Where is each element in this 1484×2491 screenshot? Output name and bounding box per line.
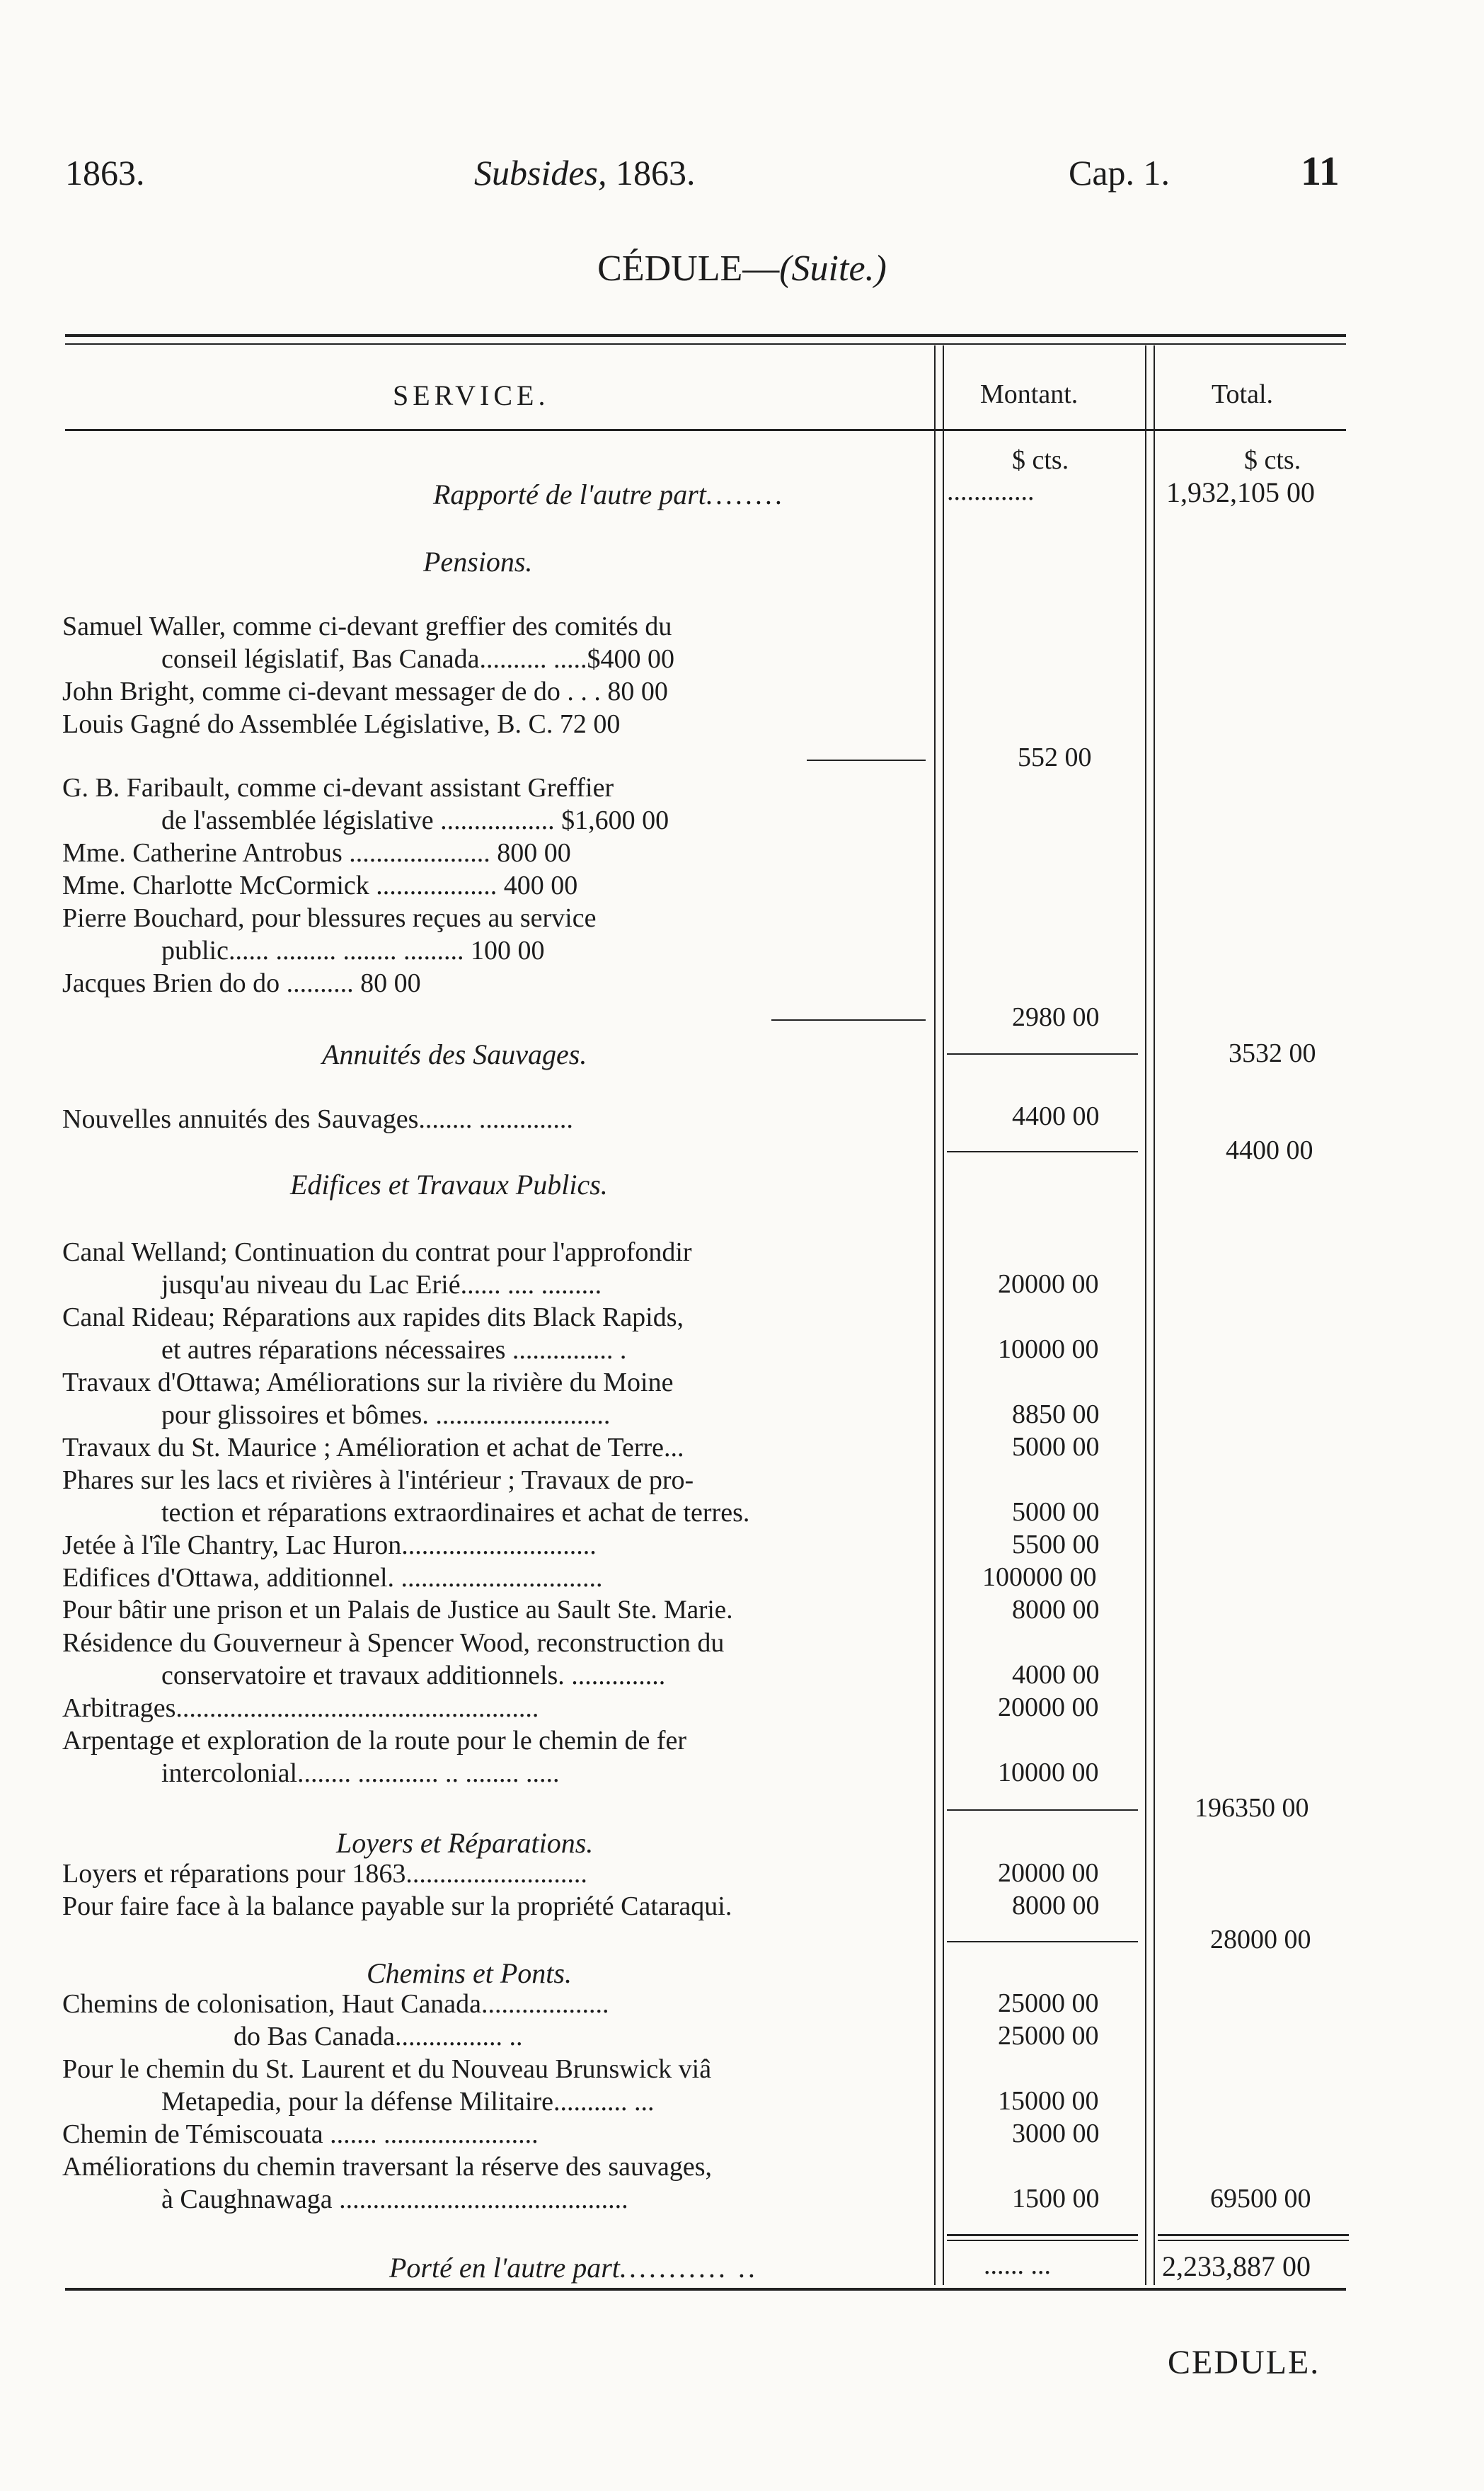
header-title (474, 152, 696, 193)
edifice-amount-7: 100000 00 (982, 1562, 1097, 1592)
col-divider-1 (934, 345, 936, 2285)
col-divider-4 (1154, 345, 1155, 2285)
section-heading-chemins: Chemins et Ponts. (367, 1957, 572, 1989)
annuites-total: 4400 00 (1226, 1135, 1313, 1165)
top-rule-2 (65, 343, 1346, 345)
pension-subtotal-2: 2980 00 (1012, 1002, 1100, 1032)
report-montant-dots: ............. (947, 476, 1035, 506)
loyers-amount-1: 20000 00 (998, 1858, 1099, 1888)
chemins-total: 69500 00 (1210, 2184, 1311, 2214)
chemins-line-4: Metapedia, pour la défense Militaire........... ... (161, 2087, 655, 2117)
column-header-total: Total. (1212, 379, 1274, 409)
chemins-line-6: Améliorations du chemin traversant la réserve des sauvages, (62, 2152, 713, 2182)
col-divider-3 (1145, 345, 1146, 2285)
edifice-amount-10: 20000 00 (998, 1693, 1099, 1722)
chemins-amount-4: 3000 00 (1012, 2119, 1100, 2148)
chemins-amount-1: 25000 00 (998, 1988, 1099, 2018)
edifice-line-8: Phares sur les lacs et rivières à l'intérieur ; Travaux de pro- (62, 1465, 694, 1495)
report-label-text: Rapporté de l'autre part (433, 479, 706, 510)
annuites-montant: 4400 00 (1012, 1101, 1100, 1131)
report-label (433, 478, 786, 511)
edifice-line-7: Travaux du St. Maurice ; Amélioration et achat de Terre... (62, 1433, 684, 1462)
chemins-line-3: Pour le chemin du St. Laurent et du Nouveau Brunswick viâ (62, 2054, 712, 2084)
porte-label-text: Porté en l'autre part (389, 2252, 620, 2284)
loyers-total: 28000 00 (1210, 1925, 1311, 1954)
pension-line-7: Mme. Catherine Antrobus ..................... 800 00 (62, 838, 571, 868)
edifice-line-9: tection et réparations extraordinaires et achat de terres. (161, 1498, 750, 1528)
pension-subtotal-1: 552 00 (1018, 743, 1092, 772)
edifice-line-15: Arbitrages...................................................... (62, 1693, 539, 1723)
edifice-amount-11: 10000 00 (998, 1758, 1099, 1787)
loyers-line-2: Pour faire face à la balance payable sur la propriété Cataraqui. (62, 1891, 732, 1921)
unit-total: $ cts. (1244, 445, 1301, 475)
pension-line-8: Mme. Charlotte McCormick .................. 400 00 (62, 871, 578, 900)
pensions-total: 3532 00 (1229, 1038, 1316, 1068)
section-heading-pensions: Pensions. (423, 546, 533, 578)
section-heading-annuites: Annuités des Sauvages. (322, 1038, 587, 1070)
bottom-rule (65, 2288, 1346, 2291)
edifice-amount-8: 8000 00 (1012, 1595, 1100, 1625)
edifices-total: 196350 00 (1195, 1793, 1309, 1823)
catchword: CEDULE. (1168, 2344, 1321, 2381)
chemins-line-1: Chemins de colonisation, Haut Canada................... (62, 1989, 609, 2019)
report-total: 1,932,105 00 (1166, 476, 1315, 508)
pension-line-4: Louis Gagné do Assemblée Législative, B. C. 72 00 (62, 709, 621, 739)
edifice-amount-1: 20000 00 (998, 1269, 1099, 1299)
loyers-line-1: Loyers et réparations pour 1863........................... (62, 1859, 587, 1889)
cedule-suite: (Suite.) (779, 248, 887, 289)
edifice-line-6: pour glissoires et bômes. .......................... (161, 1400, 611, 1430)
pension-line-5: G. B. Faribault, comme ci-devant assistant Greffier (62, 773, 614, 803)
section-heading-loyers: Loyers et Réparations. (336, 1827, 594, 1859)
pension-line-10: public...... ......... ........ ......... 100 00 (161, 936, 545, 966)
edifice-line-11: Edifices d'Ottawa, additionnel. .............................. (62, 1563, 603, 1593)
edifice-line-12: Pour bâtir une prison et un Palais de Justice au Sault Ste. Marie. (62, 1596, 733, 1625)
edifice-line-17: intercolonial........ ............ .. ........ ..... (161, 1758, 560, 1788)
pension-line-1: Samuel Waller, comme ci-devant greffier des comités du (62, 612, 672, 641)
pension-line-3: John Bright, comme ci-devant messager de do . . . 80 00 (62, 677, 668, 706)
pension-line-11: Jacques Brien do do .......... 80 00 (62, 968, 421, 998)
edifice-line-10: Jetée à l'île Chantry, Lac Huron............................. (62, 1530, 597, 1560)
edifice-line-13: Résidence du Gouverneur à Spencer Wood, reconstruction du (62, 1628, 725, 1658)
chemins-amount-5: 1500 00 (1012, 2184, 1100, 2214)
header-rule (65, 429, 1346, 431)
porte-dots: ........... .. (619, 2252, 759, 2284)
edifices-rule (947, 1809, 1138, 1811)
edifice-amount-9: 4000 00 (1012, 1660, 1100, 1690)
edifice-line-1: Canal Welland; Continuation du contrat pour l'approfondir (62, 1237, 692, 1267)
porte-rule-b (947, 2240, 1138, 2241)
porte-label (389, 2251, 759, 2284)
edifice-line-16: Arpentage et exploration de la route pour le chemin de fer (62, 1726, 687, 1756)
chemins-amount-2: 25000 00 (998, 2021, 1099, 2051)
loyers-amount-2: 8000 00 (1012, 1891, 1100, 1920)
annuites-rule-montant (947, 1053, 1138, 1055)
top-rule (65, 334, 1346, 337)
pension-line-6: de l'assemblée législative ................. $1,600 00 (161, 806, 669, 835)
section-heading-edifices: Edifices et Travaux Publics. (290, 1169, 608, 1201)
column-header-montant: Montant. (980, 379, 1079, 409)
unit-montant: $ cts. (1012, 445, 1069, 475)
annuites-rule (947, 1151, 1138, 1152)
header-chapter: Cap. 1. (1069, 153, 1170, 193)
page-title (0, 248, 1484, 290)
edifice-amount-4: 5000 00 (1012, 1432, 1100, 1462)
cedule-title-text: CÉDULE— (597, 248, 780, 289)
porte-rule-d (1158, 2240, 1349, 2241)
col-divider-2 (943, 345, 944, 2285)
porte-montant-dots: ...... ... (984, 2250, 1051, 2280)
edifice-line-3: Canal Rideau; Réparations aux rapides dits Black Rapids, (62, 1302, 684, 1332)
edifice-line-4: et autres réparations nécessaires ............... . (161, 1335, 627, 1365)
chemins-line-7: à Caughnawaga ........................................... (161, 2184, 628, 2214)
chemins-line-5: Chemin de Témiscouata ....... ....................... (62, 2119, 539, 2149)
chemins-line-2: do Bas Canada................ .. (234, 2022, 523, 2051)
page-number: 11 (1301, 148, 1340, 194)
pension-line-9: Pierre Bouchard, pour blessures reçues au service (62, 903, 597, 933)
pension-line-2: conseil législatif, Bas Canada.......... .....$400 00 (161, 644, 675, 674)
header-title-text: Subsides, (474, 153, 607, 193)
annuites-line: Nouvelles annuités des Sauvages........ .............. (62, 1104, 573, 1134)
column-header-service: SERVICE. (393, 379, 550, 411)
report-dots: ........ (706, 479, 786, 510)
edifice-line-5: Travaux d'Ottawa; Améliorations sur la rivière du Moine (62, 1368, 674, 1397)
porte-rule-c (1158, 2234, 1349, 2236)
porte-total: 2,233,887 00 (1162, 2250, 1311, 2282)
edifice-amount-6: 5500 00 (1012, 1530, 1100, 1559)
edifice-amount-2: 10000 00 (998, 1334, 1099, 1364)
pension-rule-1 (807, 760, 926, 761)
header-year: 1863. (65, 153, 145, 193)
edifice-amount-3: 8850 00 (1012, 1399, 1100, 1429)
header-title-year: 1863. (616, 153, 696, 193)
edifice-amount-5: 5000 00 (1012, 1497, 1100, 1527)
chemins-amount-3: 15000 00 (998, 2086, 1099, 2116)
loyers-rule (947, 1941, 1138, 1942)
edifice-line-14: conservatoire et travaux additionnels. .............. (161, 1661, 666, 1690)
edifice-line-2: jusqu'au niveau du Lac Erié...... .... ......... (161, 1270, 602, 1300)
pension-rule-2 (771, 1019, 926, 1021)
porte-rule-a (947, 2234, 1138, 2236)
